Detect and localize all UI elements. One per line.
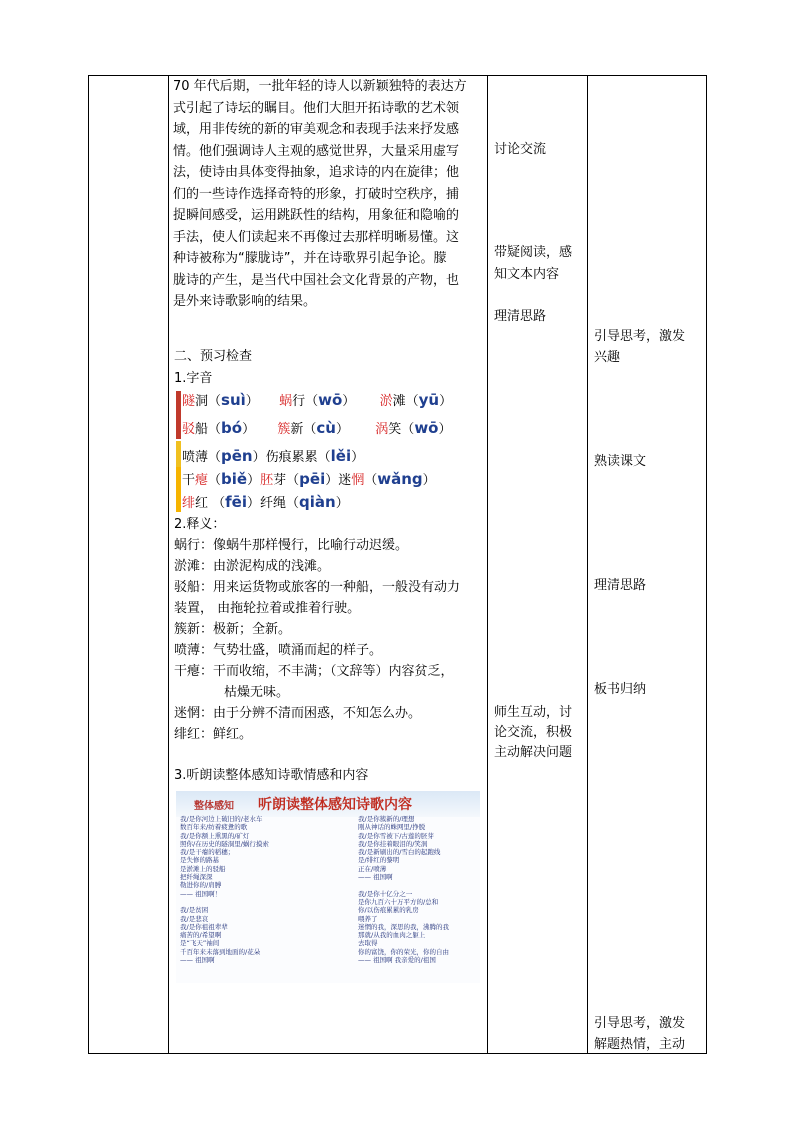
target-char: 簇: [277, 422, 291, 437]
poem-line: 我/是你河边上破旧的/老水车: [180, 815, 263, 823]
intro-line: 是外来诗歌影响的结果。: [173, 294, 317, 309]
accent-bar: [176, 467, 181, 512]
target-char: 瘪: [195, 473, 209, 488]
section2-title: 二、预习检查: [174, 349, 253, 364]
poem-line: 那就/从我的血肉之躯上: [358, 931, 426, 940]
definition: 驳船：用来运货物或旅客的一种船，一般没有动力: [174, 580, 461, 595]
definition: 蜗行：像蜗牛那样慢行，比喻行动迟缓。: [174, 538, 409, 553]
poem-line: 我/是你挂着眼泪的/笑涡: [358, 839, 428, 848]
poem-line: —— 祖国啊！: [180, 889, 222, 898]
activity-clarify: 理清思路: [494, 309, 547, 324]
target-char: 涡: [375, 422, 389, 437]
word: 喷薄（: [182, 450, 222, 465]
slide-tag: 整体感知: [194, 801, 234, 812]
pinyin-row: 干瘪（biě）胚芽（pēi）迷惘（wǎng）: [182, 470, 436, 488]
pinyin: cù: [316, 419, 336, 437]
activity-read: 知文本内容: [494, 267, 560, 282]
shiyi-title: 2.释义：: [174, 517, 226, 532]
column-divider: [168, 75, 169, 1054]
pinyin: pēi: [299, 470, 326, 488]
teacher-guide: 兴趣: [594, 350, 621, 365]
poem-line: 我/是干瘪的稻穗；: [180, 848, 235, 857]
poem-line: 我/是悲哀: [180, 914, 209, 923]
poem-line: 我/是你簇新的/理想: [358, 815, 415, 823]
poem-line: 数百年来/纺着疲惫的歌: [180, 823, 248, 832]
pinyin-row: [182, 446, 364, 465]
intro-line: 胧诗的产生，是当代中国社会文化背景的产物，也: [173, 272, 460, 288]
target-char: 绯: [182, 496, 196, 511]
poem-line: —— 祖国啊 我亲爱的/祖国: [358, 956, 436, 965]
section3-title: 3.听朗读整体感知诗歌情感和内容: [174, 768, 369, 783]
pinyin: suì: [221, 391, 246, 409]
accent-bar: [176, 441, 181, 467]
slide-thumbnail: [176, 791, 480, 983]
definition: 簇新：极新；全新。: [174, 622, 292, 637]
definition: 淤滩：由淤泥构成的浅滩。: [174, 559, 331, 574]
definition: 装置， 由拖轮拉着或推着行驶。: [174, 601, 361, 616]
poem-line: 喂养了: [358, 914, 378, 923]
activity-interact: 论交流，积极: [494, 725, 573, 740]
teacher-guide: 解题热情，主动: [594, 1037, 686, 1052]
pinyin: pēn: [221, 447, 253, 465]
activity-read: 带疑阅读，感: [494, 245, 573, 260]
pinyin: yū: [418, 391, 440, 409]
poem-line: 照你/在历史的隧洞里/蜗行摸索: [180, 839, 269, 848]
poem-line: 去取得: [358, 939, 378, 948]
bracket: ）: [245, 394, 259, 409]
definition: 干瘪：干而收缩，不丰满；（文辞等）内容贫乏，: [174, 664, 454, 679]
bracket: ）: [438, 422, 452, 437]
poem-line: 你/以伤痕累累的乳房: [358, 906, 419, 915]
activity-interact: 师生互动，讨: [494, 705, 573, 720]
poem-line: [358, 881, 449, 889]
poem-line: 我/是新刷出的/雪白的起跑线: [358, 848, 441, 857]
poem-line: 我/是你祖祖辈辈: [180, 922, 228, 931]
intro-line: 们的一些诗作选择奇特的形象，打破时空秩序，捕: [173, 186, 460, 202]
poem-line: 是“飞天”袖间: [180, 939, 220, 948]
pinyin: wǎng: [377, 470, 423, 488]
poem-line: 正在/喷薄: [358, 864, 387, 873]
bracket: ）: [335, 422, 349, 437]
poem-line: —— 祖国啊: [358, 873, 393, 882]
intro-line: 域，用非传统的新的审美观念和表现手法来抒发感: [173, 122, 460, 137]
zi-yin-title: 1.字音: [174, 371, 213, 386]
poem-line: 勒进你的/肩膊: [180, 881, 222, 890]
word: 行（: [292, 394, 319, 409]
definition: 喷薄：气势壮盛，喷涌而起的样子。: [174, 643, 383, 658]
target-char: 隧: [182, 394, 196, 409]
poem-line: 我/是你雪被下/古莲的胚芽: [358, 831, 434, 840]
teacher-guide: 引导思考，激发: [594, 1016, 686, 1031]
word: 笑（: [388, 422, 415, 437]
teacher-guide: 引导思考，激发: [594, 329, 686, 344]
poem-line: 刚从神话的蛛网里/挣脱: [358, 823, 426, 832]
intro-line: 式引起了诗坛的瞩目。他们大胆开拓诗歌的艺术领: [173, 100, 460, 116]
target-char: 蜗: [279, 394, 293, 409]
poem-right: [358, 815, 449, 964]
poem-line: 迷惘的我，深思的我，沸腾的我: [358, 922, 449, 931]
poem-line: 是/绯红的黎明: [358, 856, 400, 865]
poem-line: 我/是你额上熏黑的/矿灯: [180, 831, 250, 840]
activity-discuss: 讨论交流: [494, 142, 547, 157]
definition: 绯红：鲜红。: [174, 727, 253, 742]
column-divider: [587, 75, 588, 1054]
poem-line: 我/是贫困: [180, 906, 209, 915]
teacher-clarify: 理清思路: [594, 578, 647, 593]
bracket: ）: [242, 422, 256, 437]
poem-line: 是失修的路基: [180, 856, 219, 865]
pinyin: wō: [318, 391, 343, 409]
intro-line: 种诗被称为“朦胧诗”，并在诗歌界引起争论。朦: [173, 251, 447, 266]
intro-line: 捉瞬间感受，运用跳跃性的结构，用象征和隐喻的: [173, 208, 460, 223]
definition: 枯燥无味。: [224, 685, 290, 700]
pinyin: fēi: [225, 493, 247, 511]
column-divider: [487, 75, 488, 1054]
poem-line: 痛苦的/希望啊: [180, 931, 222, 940]
pinyin-row: [182, 390, 452, 409]
definition: 迷惘：由于分辨不清而困惑，不知怎么办。: [174, 706, 422, 721]
poem-line: 是淤滩上的驳船: [180, 864, 226, 873]
intro-line: 法，使诗由具体变得抽象，追求诗的内在旋律；他: [173, 165, 460, 180]
pinyin: qiàn: [299, 493, 336, 511]
word: 新（: [290, 422, 317, 437]
poem-line: 是你九百六十万平方的/总和: [358, 897, 439, 906]
pinyin: biě: [221, 470, 248, 488]
word: 滩（: [392, 394, 419, 409]
accent-bar: [176, 391, 181, 439]
target-char: 胚: [260, 473, 274, 488]
pinyin-row: [182, 418, 452, 437]
activity-interact: 主动解决问题: [494, 745, 573, 760]
pinyin-row: 绯红 （fēi）纤绳（qiàn）: [182, 493, 349, 511]
slide-title: 听朗读整体感知诗歌内容: [258, 797, 412, 813]
teacher-familiar: 熟读课文: [594, 454, 647, 469]
pinyin: wō: [414, 419, 439, 437]
poem-line: —— 祖国啊: [180, 956, 215, 965]
poem-line: 你的富饶，你的荣光，你的自由: [358, 947, 449, 956]
bracket: ）: [439, 394, 453, 409]
intro-line: 手法，使人们读起来不再像过去那样明晰易懂。这: [173, 229, 460, 245]
bracket: ）: [342, 394, 356, 409]
target-char: 驳: [182, 422, 196, 437]
word: 干: [182, 473, 196, 488]
intro-paragraph: [173, 76, 483, 313]
target-char: 惘: [351, 473, 365, 488]
bracket: ）: [351, 450, 365, 465]
poem-left: [180, 815, 269, 964]
poem-line: 千百年来未落到地面的/花朵: [180, 947, 261, 956]
word: ）伤痕累累（: [252, 450, 331, 465]
pinyin: bó: [221, 419, 243, 437]
pinyin: lěi: [330, 447, 352, 465]
intro-line: 情。他们强调诗人主观的感觉世界，大量采用虚写: [173, 143, 460, 159]
poem-line: 我/是你十亿分之一: [358, 889, 413, 898]
word: 洞（: [195, 394, 222, 409]
teacher-board: 板书归纳: [594, 682, 647, 697]
word: 船（: [195, 422, 222, 437]
poem-line: 把纤绳深深: [180, 873, 213, 882]
target-char: 淤: [379, 394, 393, 409]
intro-line: 70 年代后期，一批年轻的诗人以新颖独特的表达方: [173, 79, 467, 94]
